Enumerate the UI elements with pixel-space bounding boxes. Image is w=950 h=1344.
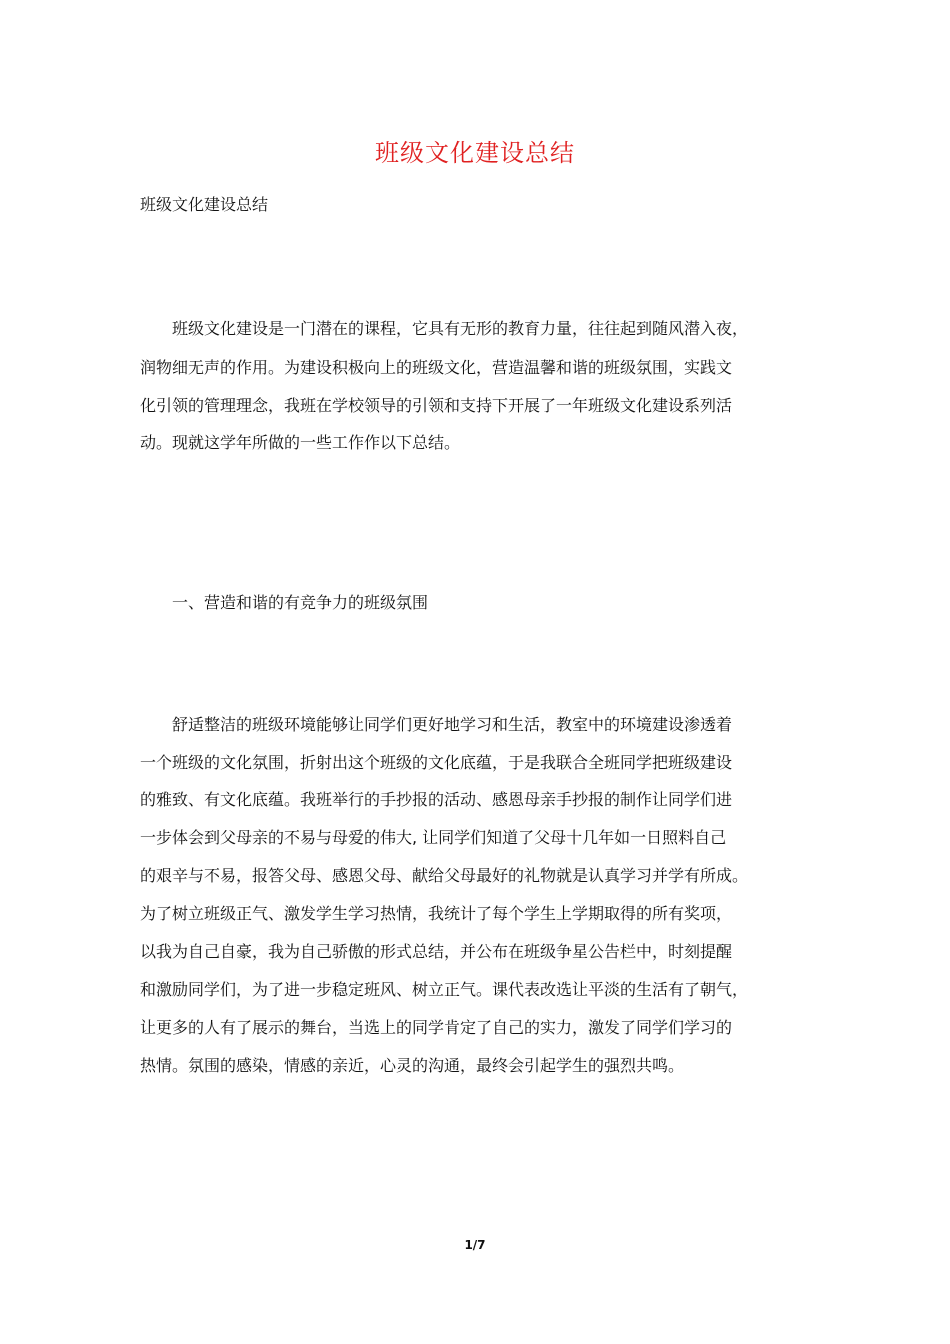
paragraph-line: 热情。氛围的感染，情感的亲近，心灵的沟通，最终会引起学生的强烈共鸣。 bbox=[140, 1056, 685, 1075]
paragraph-line: 化引领的管理理念，我班在学校领导的引领和支持下开展了一年班级文化建设系列活 bbox=[140, 396, 733, 415]
paragraph-line: 以我为自己自豪，我为自己骄傲的形式总结，并公布在班级争星公告栏中，时刻提醒 bbox=[140, 942, 733, 961]
paragraph-line: 一步体会到父母亲的不易与母爱的伟大, 让同学们知道了父母十几年如一日照料自己 bbox=[140, 828, 727, 847]
paragraph-line: 为了树立班级正气、激发学生学习热情，我统计了每个学生上学期取得的所有奖项， bbox=[140, 904, 733, 923]
paragraph-line: 舒适整洁的班级环境能够让同学们更好地学习和生活，教室中的环境建设渗透着 bbox=[172, 715, 733, 734]
paragraph-line: 动。现就这学年所做的一些工作作以下总结。 bbox=[140, 433, 461, 452]
paragraph-line: 和激励同学们，为了进一步稳定班风、树立正气。课代表改选让平淡的生活有了朝气， bbox=[140, 980, 749, 999]
paragraph-line: 一个班级的文化氛围，折射出这个班级的文化底蕴，于是我联合全班同学把班级建设 bbox=[140, 753, 733, 772]
page-number: 1/7 bbox=[464, 1238, 486, 1252]
section-heading: 一、营造和谐的有竞争力的班级氛围 bbox=[172, 593, 429, 612]
page-title: 班级文化建设总结 bbox=[375, 139, 575, 167]
paragraph-line: 让更多的人有了展示的舞台，当选上的同学肯定了自己的实力，激发了同学们学习的 bbox=[140, 1018, 733, 1037]
document-subtitle: 班级文化建设总结 bbox=[140, 195, 269, 214]
paragraph-line: 班级文化建设是一门潜在的课程，它具有无形的教育力量，往往起到随风潜入夜， bbox=[172, 319, 749, 338]
paragraph-line: 润物细无声的作用。为建设积极向上的班级文化，营造温馨和谐的班级氛围，实践文 bbox=[140, 358, 733, 377]
paragraph-line: 的艰辛与不易，报答父母、感恩父母、献给父母最好的礼物就是认真学习并学有所成。 bbox=[140, 866, 749, 885]
paragraph-line: 的雅致、有文化底蕴。我班举行的手抄报的活动、感恩母亲手抄报的制作让同学们进 bbox=[140, 790, 733, 809]
